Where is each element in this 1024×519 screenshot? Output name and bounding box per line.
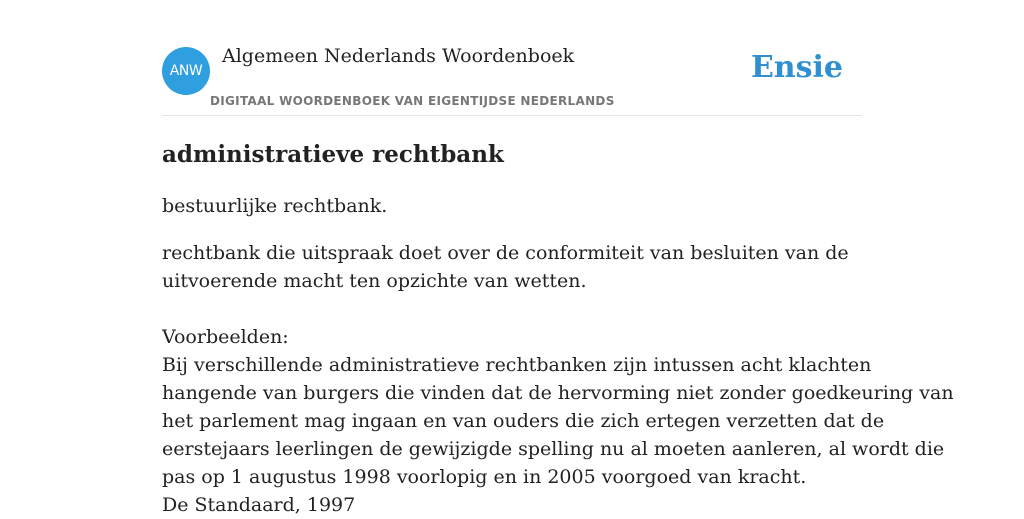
- definition: [162, 239, 862, 295]
- header-divider: [162, 115, 862, 116]
- synonym: bestuurlijke rechtbank.: [162, 195, 388, 217]
- example-source: De Standaard, 1997: [162, 494, 356, 516]
- example-line: pas op 1 augustus 1998 voorlopig en in 2005 voorgoed van kracht.: [162, 466, 807, 488]
- example-line: Bij verschillende administratieve rechtbanken zijn intussen acht klachten: [162, 354, 872, 376]
- dictionary-entry: [162, 140, 954, 519]
- definition-line: uitvoerende macht ten opzichte van wetten.: [162, 270, 587, 292]
- examples-label: Voorbeelden:: [162, 326, 289, 348]
- examples-section: [162, 323, 954, 519]
- definition-line: rechtbank die uitspraak doet over de conformiteit van besluiten van de: [162, 242, 849, 264]
- ensie-logo[interactable]: Ensie: [750, 50, 843, 85]
- site-title[interactable]: Algemeen Nederlands Woordenboek: [222, 45, 575, 67]
- example-line: eerstejaars leerlingen de gewijzigde spelling nu al moeten aanleren, al wordt die: [162, 438, 945, 460]
- example-line: het parlement mag ingaan en van ouders die zich ertegen verzetten dat de: [162, 410, 885, 432]
- site-header: [162, 0, 862, 116]
- headword: administratieve rechtbank: [162, 141, 504, 168]
- example-line: hangende van burgers die vinden dat de hervorming niet zonder goedkeuring van: [162, 382, 954, 404]
- anw-logo[interactable]: ANW: [162, 47, 210, 95]
- site-subtitle: DIGITAAL WOORDENBOEK VAN EIGENTIJDSE NEDERLANDS: [210, 94, 615, 108]
